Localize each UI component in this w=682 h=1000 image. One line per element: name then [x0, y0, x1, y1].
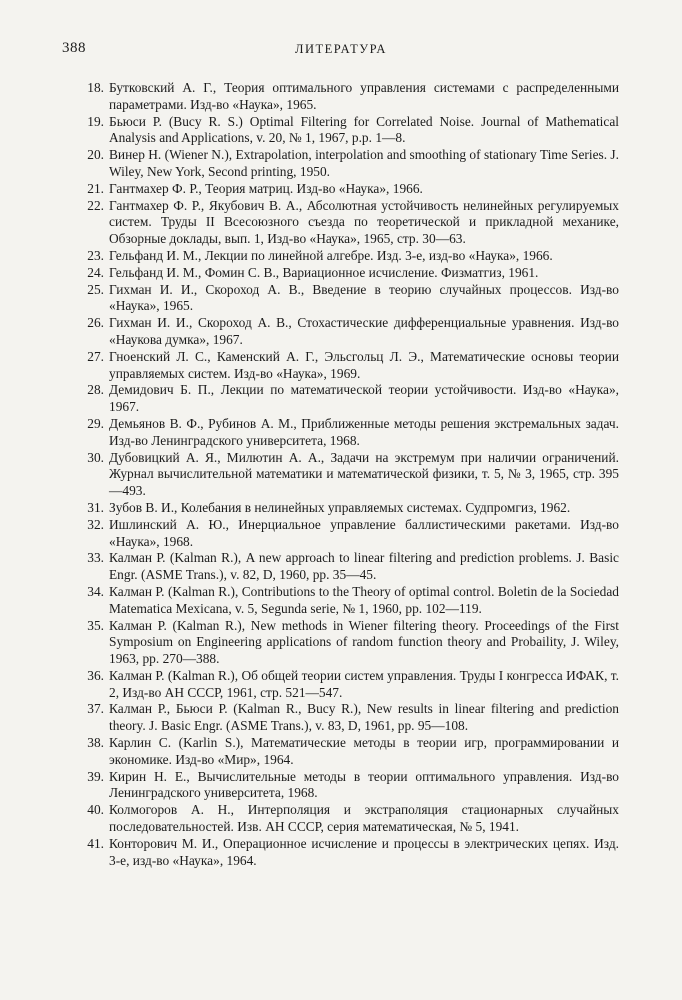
reference-entry: [82, 248, 619, 265]
reference-number: 28.: [87, 382, 104, 398]
reference-text: Гантмахер Ф. Р., Якубович В. А., Абсолютная устойчивость нелинейных регулируемых систем. Труды II Всесоюзного съезда по теоретической и прикладной механике, Обзорные доклады, вып. 1, Изд-во «Наука», 1965, стр. 30—63.: [109, 197, 619, 247]
reference-entry: [82, 282, 619, 316]
reference-number: 18.: [87, 80, 104, 95]
reference-number: 33.: [87, 550, 104, 566]
reference-entry: [82, 836, 619, 870]
reference-entry: [82, 550, 619, 584]
reference-number: 26.: [87, 315, 104, 331]
reference-entry: [82, 80, 619, 114]
reference-entry: [82, 450, 619, 500]
reference-entry: [82, 147, 619, 181]
reference-text: Демьянов В. Ф., Рубинов А. М., Приближенные методы решения экстремальных задач. Изд-во Ленинградского университета, 1968.: [109, 415, 619, 448]
reference-entry: [82, 265, 619, 282]
reference-entry: [82, 668, 619, 702]
reference-text: Зубов В. И., Колебания в нелинейных управляемых системах. Судпромгиз, 1962.: [109, 499, 571, 515]
reference-entry: [82, 416, 619, 450]
reference-number: 38.: [87, 735, 104, 751]
reference-entry: [82, 769, 619, 803]
reference-text: Гихман И. И., Скороход А. В., Стохастические дифференциальные уравнения. Изд-во «Наукова думка», 1967.: [109, 315, 619, 347]
reference-list: [82, 80, 619, 869]
reference-number: 35.: [87, 617, 104, 633]
reference-text: Калман Р. (Kalman R.), Об общей теории систем управления. Труды I конгресса ИФАК, т. 2, Изд-во АН СССР, 1961, стр. 521—547.: [109, 667, 619, 700]
reference-number: 39.: [87, 768, 104, 784]
reference-entry: [82, 315, 619, 349]
reference-text: Гельфанд И. М., Лекции по линейной алгебре. Изд. 3-е, изд-во «Наука», 1966.: [109, 247, 553, 263]
reference-number: 19.: [87, 113, 104, 129]
reference-number: 32.: [87, 516, 104, 532]
reference-entry: [82, 500, 619, 517]
reference-entry: [82, 701, 619, 735]
reference-number: 30.: [87, 449, 104, 465]
reference-number: 41.: [87, 835, 104, 851]
reference-number: 23.: [87, 247, 104, 263]
reference-text: Бьюси Р. (Bucy R. S.) Optimal Filtering for Correlated Noise. Journal of Mathematical Analysis and Applications, v. 20, № 1, 1967, p.p. 1—8.: [109, 113, 619, 146]
reference-entry: [82, 517, 619, 551]
reference-text: Винер Н. (Wiener N.), Extrapolation, interpolation and smoothing of stationary Time Series. J. Wiley, New York, Second printing, 1950.: [109, 147, 619, 179]
reference-text: Карлин С. (Karlin S.), Математические методы в теории игр, программировании и экономике. Изд-во «Мир», 1964.: [109, 735, 619, 767]
reference-text: Колмогоров А. Н., Интерполяция и экстраполяция стационарных случайных последовательностей. Изв. АН СССР, серия математическая, № 5, 1941.: [109, 802, 619, 835]
reference-text: Калман Р. (Kalman R.), New methods in Wiener filtering theory. Proceedings of the First Symposium on Engineering applications of random function theory and Probaility, J. Wiley, 1963, pp. 270—388.: [109, 617, 619, 667]
reference-text: Ишлинский А. Ю., Инерциальное управление баллистическими ракетами. Изд-во «Наука», 1968.: [109, 516, 619, 549]
reference-entry: [82, 114, 619, 148]
reference-text: Демидович Б. П., Лекции по математической теории устойчивости. Изд-во «Наука», 1967.: [109, 382, 619, 415]
reference-text: Гихман И. И., Скороход А. В., Введение в теорию случайных процессов. Изд-во «Наука», 1965.: [109, 281, 619, 314]
running-title: ЛИТЕРАТУРА: [295, 42, 387, 56]
reference-entry: [82, 584, 619, 618]
reference-entry: [82, 181, 619, 198]
reference-text: Калман Р., Бьюси Р. (Kalman R., Bucy R.), New results in linear filtering and prediction theory. J. Basic Engr. (ASME Trans.), v. 83, D, 1961, pp. 95—108.: [109, 701, 619, 734]
reference-text: Гельфанд И. М., Фомин С. В., Вариационное исчисление. Физматгиз, 1961.: [109, 264, 539, 280]
reference-text: Кирин Н. Е., Вычислительные методы в теории оптимального управления. Изд-во Ленинградского университета, 1968.: [109, 768, 619, 801]
reference-entry: [82, 382, 619, 416]
reference-number: 22.: [87, 197, 104, 213]
reference-number: 36.: [87, 667, 104, 683]
reference-entry: [82, 618, 619, 668]
page-header: [0, 40, 682, 62]
reference-entry: [82, 735, 619, 769]
reference-number: 37.: [87, 701, 104, 717]
reference-text: Гантмахер Ф. Р., Теория матриц. Изд-во «Наука», 1966.: [109, 180, 423, 196]
reference-number: 24.: [87, 264, 104, 280]
reference-number: 20.: [87, 147, 104, 163]
reference-number: 34.: [87, 583, 104, 599]
reference-number: 29.: [87, 415, 104, 431]
reference-entry: [82, 198, 619, 248]
reference-entry: [82, 349, 619, 383]
reference-number: 25.: [87, 281, 104, 297]
reference-number: 27.: [87, 348, 104, 364]
reference-text: Конторович М. И., Операционное исчисление и процессы в электрических цепях. Изд. 3-е, изд-во «Наука», 1964.: [109, 835, 619, 868]
reference-text: Бутковский А. Г., Теория оптимального управления системами с распределенными параметрами. Изд-во «Наука», 1965.: [109, 80, 619, 112]
reference-text: Дубовицкий А. Я., Милютин А. А., Задачи на экстремум при наличии ограничений. Журнал вычислительной математики и математической физики, т. 5, № 3, 1965, стр. 395—493.: [109, 449, 619, 499]
reference-number: 40.: [87, 802, 104, 818]
page-number: 388: [62, 40, 86, 56]
reference-text: Гноенский Л. С., Каменский А. Г., Эльсгольц Л. Э., Математические основы теории управляемых систем. Изд-во «Наука», 1969.: [109, 348, 619, 381]
reference-number: 21.: [87, 180, 104, 196]
reference-text: Калман Р. (Kalman R.), Contributions to the Theory of optimal control. Boletin de la Sociedad Matematica Mexicana, v. 5, Segunda serie, № 1, 1960, pp. 102—119.: [109, 583, 619, 616]
reference-number: 31.: [87, 499, 104, 515]
reference-text: Калман Р. (Kalman R.), A new approach to linear filtering and prediction problems. J. Basic Engr. (ASME Trans.), v. 82, D, 1960, pp. 35—45.: [109, 550, 619, 583]
reference-entry: [82, 802, 619, 836]
